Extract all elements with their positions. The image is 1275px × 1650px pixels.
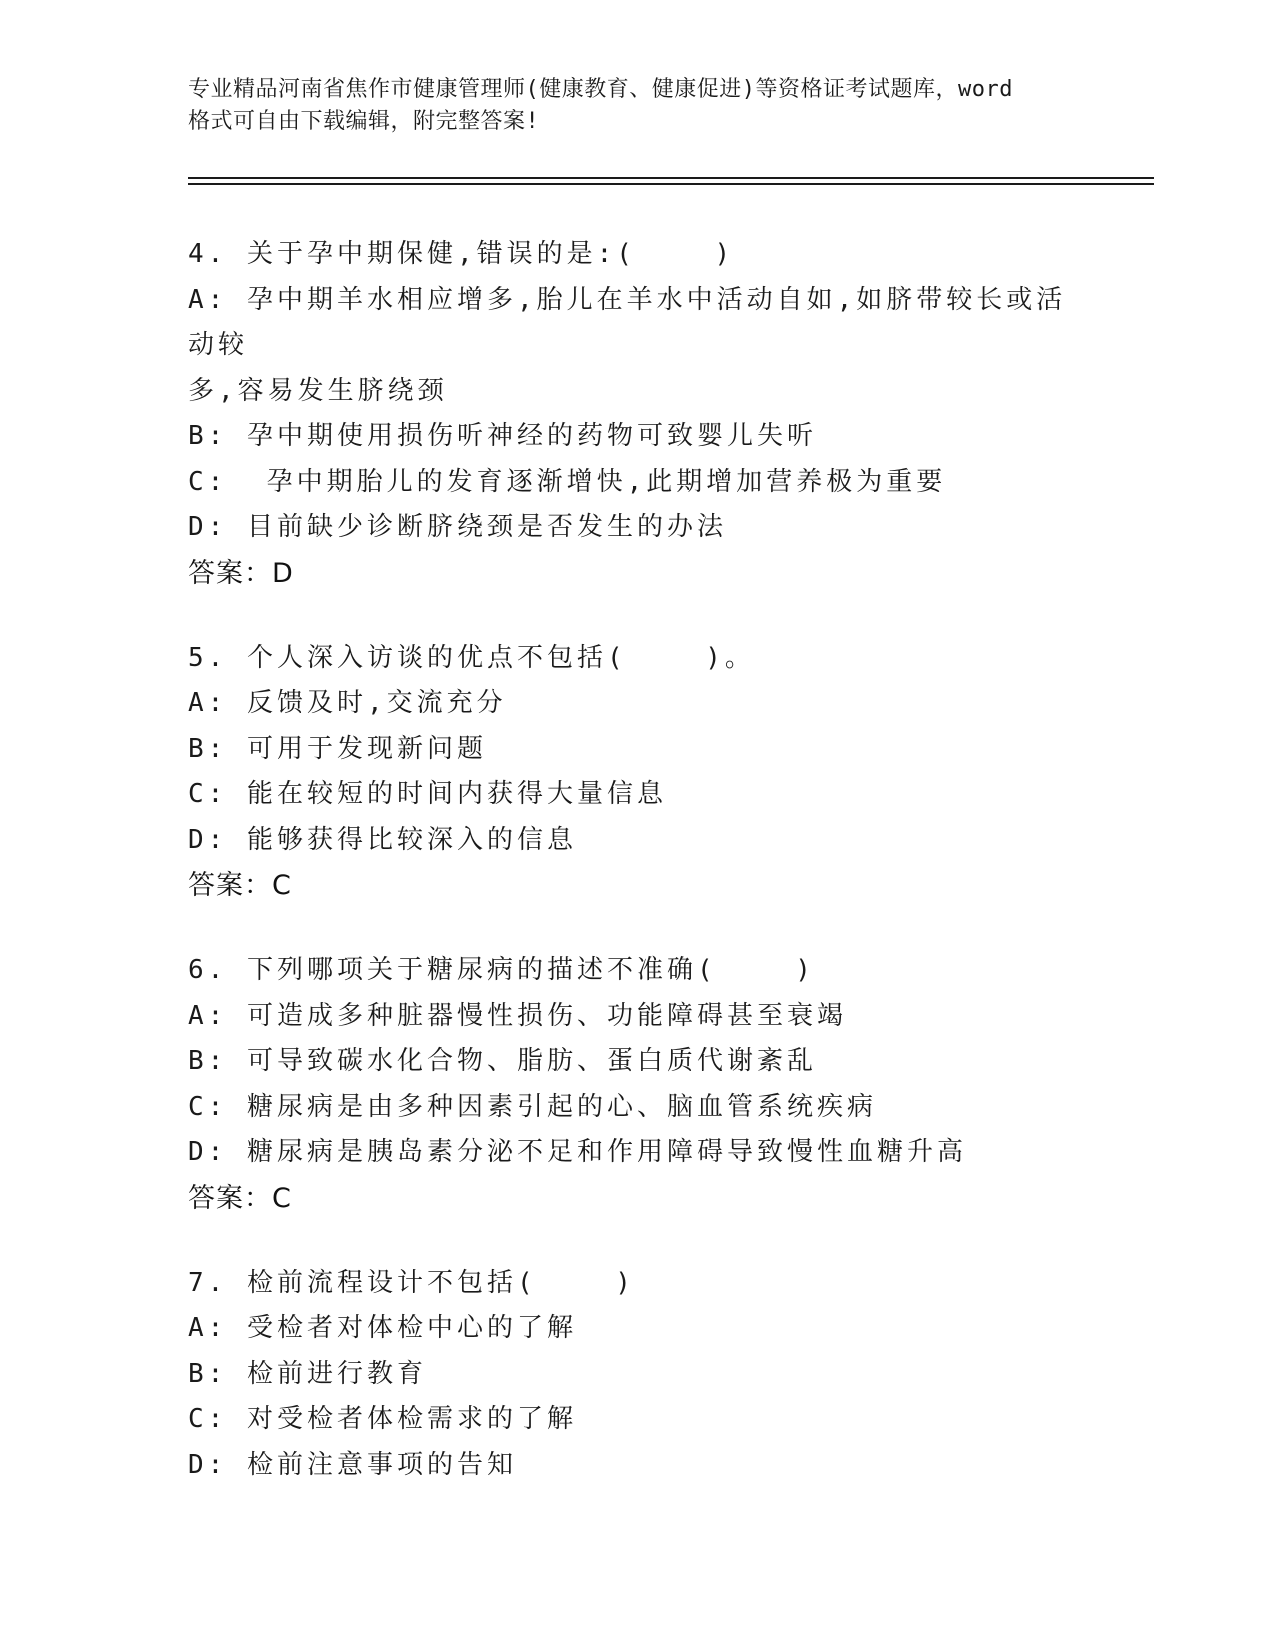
option-c: C: 能在较短的时间内获得大量信息 [188,779,667,809]
option-d: D: 检前注意事项的告知 [188,1449,517,1480]
answer: 答案：D [188,557,294,589]
option-d: D: 目前缺少诊断脐绕颈是否发生的办法 [188,512,727,542]
question-7 [188,1261,1088,1489]
option-d: D: 糖尿病是胰岛素分泌不足和作用障碍导致慢性血糖升高 [188,1137,967,1167]
question-stem: 7. 检前流程设计不包括( ) [188,1267,635,1298]
question-5 [188,636,1088,909]
header-line-1: 专业精品河南省焦作市健康管理师(健康教育、健康促进)等资格证考试题库，word [188,77,1013,102]
header-divider-bottom [188,183,1154,185]
header-divider-top [188,177,1154,179]
option-a: A: 受检者对体检中心的了解 [188,1313,577,1343]
question-stem: 5. 个人深入访谈的优点不包括( )。 [188,642,755,673]
option-c: C: 孕中期胎儿的发育逐渐增快,此期增加营养极为重要 [188,466,947,497]
option-a-continued: 多,容易发生脐绕颈 [188,375,448,406]
answer: 答案：C [188,1182,292,1214]
document-header [188,74,1088,138]
option-d: D: 能够获得比较深入的信息 [188,824,577,855]
option-c: C: 对受检者体检需求的了解 [188,1404,577,1434]
header-line-2: 格式可自由下载编辑，附完整答案! [188,109,540,134]
option-b: B: 可用于发现新问题 [188,733,487,764]
question-4 [188,232,1088,596]
option-b: B: 检前进行教育 [188,1358,427,1389]
question-6 [188,948,1088,1221]
option-a: A: 反馈及时,交流充分 [188,688,507,718]
answer: 答案：C [188,870,292,901]
question-stem: 6. 下列哪项关于糖尿病的描述不准确( ) [188,955,815,985]
option-a: A: 孕中期羊水相应增多,胎儿在羊水中活动自如,如脐带较长或活动较 [188,284,1067,360]
option-a: A: 可造成多种脏器慢性损伤、功能障碍甚至衰竭 [188,1000,847,1031]
option-c: C: 糖尿病是由多种因素引起的心、脑血管系统疾病 [188,1091,877,1122]
option-b: B: 可导致碳水化合物、脂肪、蛋白质代谢紊乱 [188,1046,817,1076]
option-b: B: 孕中期使用损伤听神经的药物可致婴儿失听 [188,421,817,451]
question-list [188,232,1088,1528]
question-stem: 4. 关于孕中期保健,错误的是:( ) [188,239,735,269]
